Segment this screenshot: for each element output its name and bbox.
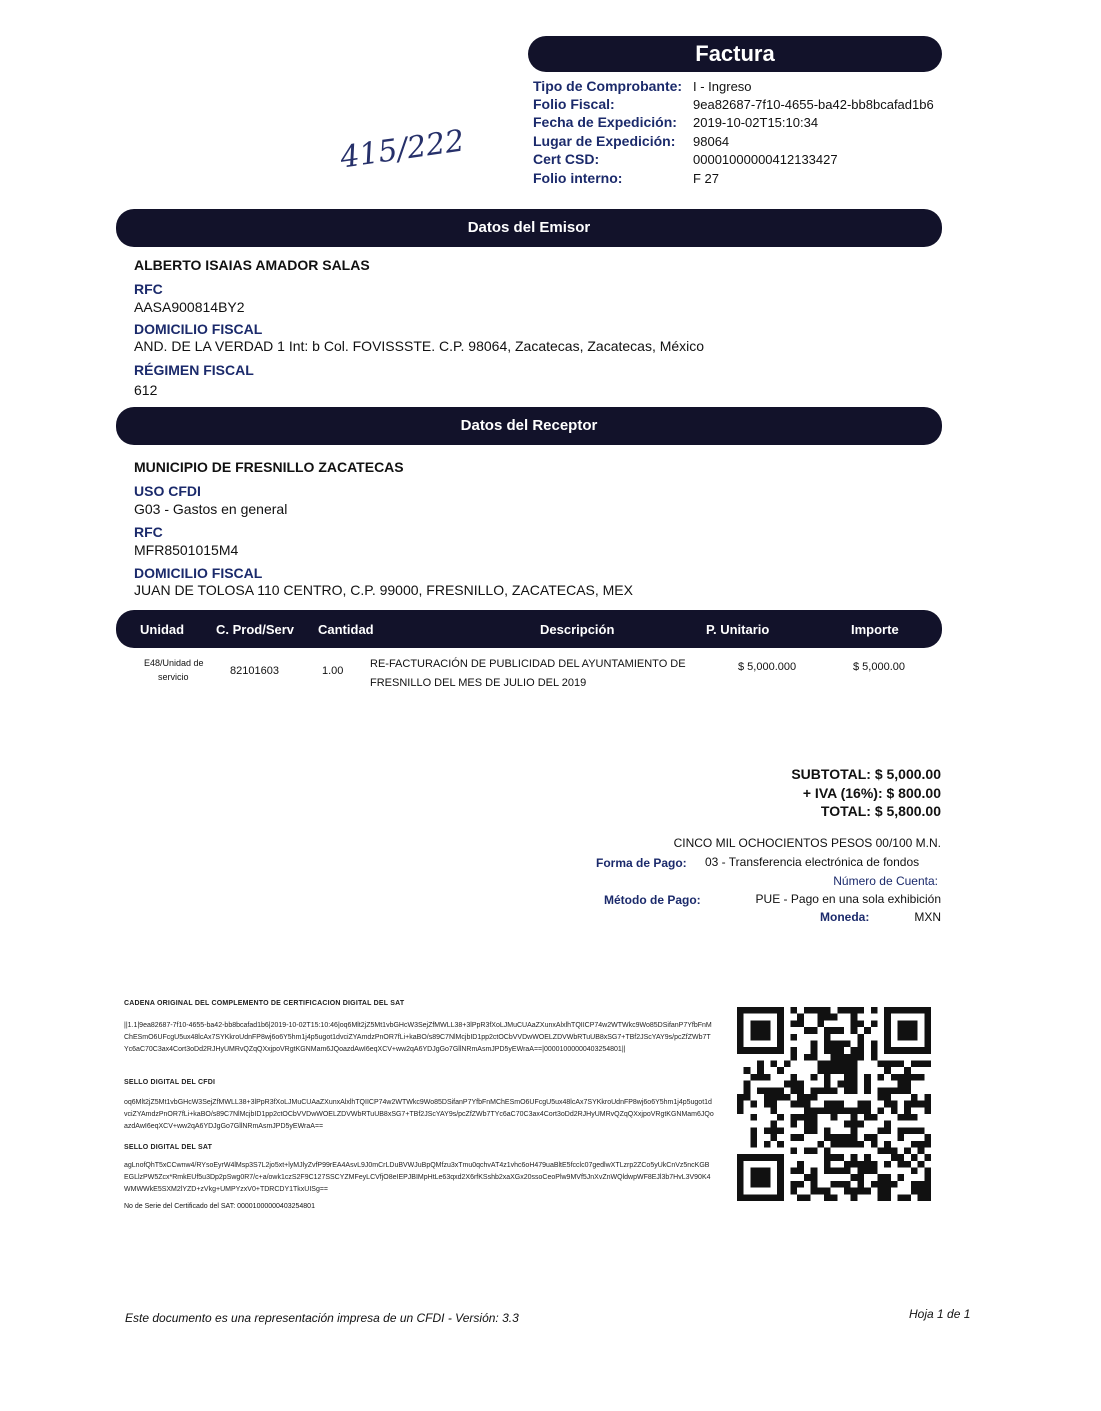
serie-certificado-value: 00001000000403254801	[237, 1203, 315, 1210]
emisor-section-bar	[116, 209, 942, 247]
col-header-importe: Importe	[851, 622, 899, 637]
receptor-domicilio: JUAN DE TOLOSA 110 CENTRO, C.P. 99000, FRESNILLO, ZACATECAS, MEX	[134, 582, 633, 598]
header-row-fecha: Fecha de Expedición: 2019-10-02T15:10:34	[533, 114, 819, 130]
col-header-unitario: P. Unitario	[706, 622, 770, 637]
total: TOTAL: $ 5,800.00	[820, 803, 941, 819]
sello-cfdi: oq6Mlt2jZ5Mt1vbGHcW3SejZfMWLL38+3lPpR3fXoLJMuCUAaZXunxAlxlhTQIICP74w2WTWkc9Wo85DSifanP7YfbFnMChESmO6UFcgU5ux48lcAx7SYKkroUdnFP8wj6o6Y5hm1j4p5ugot1dvciZYAmdzPnOR7fLi+kaBO/s89C7NlMcjbID1pp2ctOCbVVDwWOELZDVWbRTuUB8xSG7+TBf2JScYAY9s/pcZfZWb7TYc6aC70C3ax4Cort3oDd2RJHyUMRvQZqQXxjpoVRgtKGNMam6JQoazdAwI6eqXCV+ww2qA6YDJgGo7GllNRmAsmJPD5yEWraA==	[124, 1099, 714, 1130]
cell-unidad-1: E48/Unidad de	[144, 658, 204, 668]
total-in-words: CINCO MIL OCHOCIENTOS PESOS 00/100 M.N.	[673, 836, 941, 850]
header-row-tipo: Tipo de Comprobante: I - Ingreso	[533, 78, 752, 94]
footer-cfdi-note: Este documento es una representación impresa de un CFDI - Versión: 3.3	[125, 1311, 519, 1325]
col-header-cantidad: Cantidad	[318, 622, 374, 637]
sello-cfdi-title: SELLO DIGITAL DEL CFDI	[124, 1079, 216, 1086]
receptor-uso-label: USO CFDI	[134, 483, 201, 499]
iva: + IVA (16%): $ 800.00	[802, 785, 941, 801]
cell-importe: $ 5,000.00	[853, 661, 905, 673]
cadena-original: ||1.1|9ea82687-7f10-4655-ba42-bb8bcafad1b6|2019-10-02T15:10:46|oq6Mlt2jZ5Mt1vbGHcW3SejZfMWLL38+3lPpR3fXoLJMuCUAaZXunxAlxlhTQIICP74w2WTWkc9Wo85DSifanP7YfbFnMChESmO6UFcgU5ux48lcAx7SYKkroUdnFP8wj6o6Y5hm1j4p5ugot1dvciZYAmdzPnOR7fLi+kaBO/s89C7NlMcjbID1pp2ctOCbVVDwWOELZDVWbRTuUB8xSG7+TBf2JScYAY9s/pcZfZWb7TYc6aC70C3ax4Cort3oDd2RJHyUMRvQZqQXxjpoVRgtKGNMam6JQoazdAwI6eqXCV+ww2qA6YDJgGo7GllNRmAsmJPD5yEWraA==|00001000000403254801||	[124, 1022, 712, 1053]
receptor-name: MUNICIPIO DE FRESNILLO ZACATECAS	[134, 459, 404, 475]
cell-prod: 82101603	[230, 665, 279, 677]
serie-certificado-label: No de Serie del Certificado del SAT:	[124, 1203, 236, 1210]
emisor-rfc-label: RFC	[134, 281, 163, 297]
numero-cuenta-label: Número de Cuenta:	[833, 874, 938, 888]
emisor-name: ALBERTO ISAIAS AMADOR SALAS	[134, 257, 370, 273]
receptor-section-title: Datos del Receptor	[460, 417, 598, 434]
cell-unidad-2: servicio	[158, 672, 189, 682]
sello-sat-title: SELLO DIGITAL DEL SAT	[124, 1144, 213, 1151]
serie-certificado	[124, 1203, 315, 1210]
invoice-title-bar	[528, 36, 942, 72]
metodo-pago: PUE - Pago en una sola exhibición	[755, 892, 941, 906]
receptor-rfc: MFR8501015M4	[134, 542, 239, 558]
handwritten-note: 415/222	[338, 123, 467, 176]
metodo-pago-label: Método de Pago:	[604, 893, 701, 907]
col-header-prod: C. Prod/Serv	[216, 622, 295, 637]
invoice-title: Factura	[695, 41, 775, 66]
header-row-cert: Cert CSD: 00001000000412133427	[533, 151, 838, 167]
moneda: MXN	[914, 910, 941, 924]
receptor-rfc-label: RFC	[134, 524, 163, 540]
receptor-uso: G03 - Gastos en general	[134, 501, 288, 517]
moneda-label: Moneda:	[820, 910, 870, 924]
emisor-domicilio: AND. DE LA VERDAD 1 Int: b Col. FOVISSSTE. C.P. 98064, Zacatecas, Zacatecas, México	[134, 338, 705, 354]
header-row-lugar: Lugar de Expedición: 98064	[533, 133, 730, 149]
forma-pago-label: Forma de Pago:	[596, 856, 687, 870]
receptor-domicilio-label: DOMICILIO FISCAL	[134, 565, 263, 581]
footer-page-number: Hoja 1 de 1	[909, 1307, 971, 1321]
emisor-rfc: AASA900814BY2	[134, 299, 245, 315]
forma-pago: 03 - Transferencia electrónica de fondos	[705, 855, 920, 869]
header-row-folio-fiscal: Folio Fiscal: 9ea82687-7f10-4655-ba42-bb8bcafad1b6	[533, 96, 934, 112]
sello-sat: agLnofQhT5xCCwnw4/RYsoEyrW4lMsp3S7L2jo5xt+lyMJlyZvfP99rEA4AsvL9J0mCrLDuBVWJuBpQMfzu3xTmu0qchvAT4z1vhc6oH479uaBltE5fcclc07gedlwXTLzrp2ZCo5yUkCnVz5ncKGBEGLlzPW5Zcx*RmkEUf5u3Dp2pSwg0R7/c+a/owk1czS2F9C127SSCYZMFeyLCVfjO8eIEPJBIMpHtLe63qxd2X6rfKSshb2xaXGx20ssoCeoPlw9MVf5JnXvZnWQldwpWF8EJl3b7HvL3V90K4WMWWkE5SXM2lYZD+zVkg+UMPYzxV0+TDRCDY1TkxUISg==	[124, 1162, 711, 1193]
col-header-descripcion: Descripción	[540, 622, 615, 637]
emisor-regimen-label: RÉGIMEN FISCAL	[134, 362, 254, 378]
col-header-unidad: Unidad	[140, 622, 185, 637]
cell-desc-1: RE-FACTURACIÓN DE PUBLICIDAD DEL AYUNTAMIENTO DE	[370, 658, 686, 670]
emisor-regimen: 612	[134, 382, 158, 398]
subtotal: SUBTOTAL: $ 5,000.00	[791, 766, 941, 782]
receptor-section-bar	[116, 407, 942, 445]
cell-desc-2: FRESNILLO DEL MES DE JULIO DEL 2019	[370, 677, 587, 689]
cadena-original-title: CADENA ORIGINAL DEL COMPLEMENTO DE CERTIFICACION DIGITAL DEL SAT	[124, 1000, 405, 1007]
cell-cantidad: 1.00	[322, 665, 344, 677]
header-row-folio-interno: Folio interno: F 27	[533, 170, 720, 186]
cell-unitario: $ 5,000.000	[738, 661, 797, 673]
emisor-section-title: Datos del Emisor	[467, 219, 591, 236]
qr-code	[737, 1007, 931, 1201]
emisor-domicilio-label: DOMICILIO FISCAL	[134, 321, 263, 337]
